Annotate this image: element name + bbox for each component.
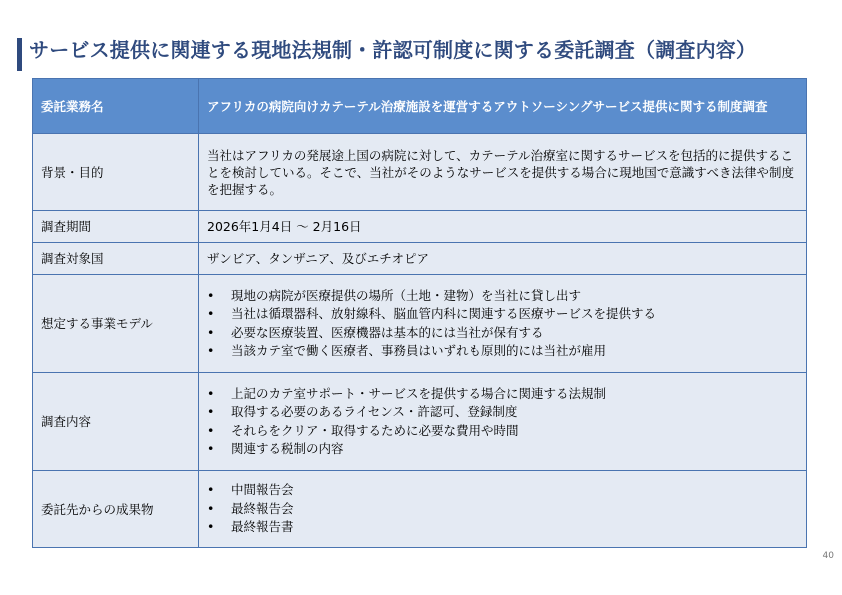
list-item: • 中間報告会 <box>207 482 294 498</box>
consignment-table <box>32 78 807 548</box>
list-item: • 取得する必要のあるライセンス・許認可、登録制度 <box>207 404 518 419</box>
countries-text: ザンビア、タンザニア、及びエチオピア <box>199 243 807 275</box>
list-item: • 当該カテ室で働く医療者、事務員はいずれも原則的には当社が雇用 <box>207 343 607 358</box>
model-label: 想定する事業モデル <box>33 275 199 373</box>
background-label: 背景・目的 <box>33 134 199 211</box>
period-text: 2026年1月4日 ～ 2月16日 <box>199 211 807 243</box>
table-row-header <box>33 79 807 134</box>
content-list <box>205 385 798 459</box>
table-row-countries <box>33 243 807 275</box>
list-item: • 上記のカテ室サポート・サービスを提供する場合に関連する法規制 <box>207 385 607 401</box>
list-item: • 当社は循環器科、放射線科、脳血管内科に関連する医療サービスを提供する <box>207 306 657 321</box>
page-number: 40 <box>822 551 834 561</box>
header-value: アフリカの病院向けカテーテル治療施設を運営するアウトソーシングサービス提供に関する制度調査 <box>199 79 807 134</box>
title-accent-bar <box>17 38 22 71</box>
period-label: 調査期間 <box>33 211 199 243</box>
list-item: • 必要な医療装置、医療機器は基本的には当社が保有する <box>207 324 544 340</box>
deliverables-list <box>205 481 798 537</box>
list-item: • 現地の病院が医療提供の場所（土地・建物）を当社に貸し出す <box>207 287 582 303</box>
model-list <box>205 287 798 361</box>
list-item: • 最終報告会 <box>207 500 294 516</box>
list-item: • 最終報告書 <box>207 519 294 535</box>
list-item: • 関連する税制の内容 <box>207 441 344 456</box>
deliverables-label: 委託先からの成果物 <box>33 471 199 548</box>
table-row-survey-content <box>33 373 807 471</box>
page-title: サービス提供に関連する現地法規制・許認可制度に関する委託調査（調査内容） <box>29 38 757 62</box>
background-text: 当社はアフリカの発展途上国の病院に対して、カテーテル治療室に関するサービスを包括的に提供することを検討している。そこで、当社がそのようなサービスを提供する場合に現地国で意識すべき法律や制度を把握する。 <box>199 134 807 211</box>
table-row-business-model <box>33 275 807 373</box>
table-row-background <box>33 134 807 211</box>
list-item: • それらをクリア・取得するために必要な費用や時間 <box>207 422 519 438</box>
table-row-deliverables <box>33 471 807 548</box>
header-label: 委託業務名 <box>33 79 199 134</box>
countries-label: 調査対象国 <box>33 243 199 275</box>
table-row-period <box>33 211 807 243</box>
content-label: 調査内容 <box>33 373 199 471</box>
